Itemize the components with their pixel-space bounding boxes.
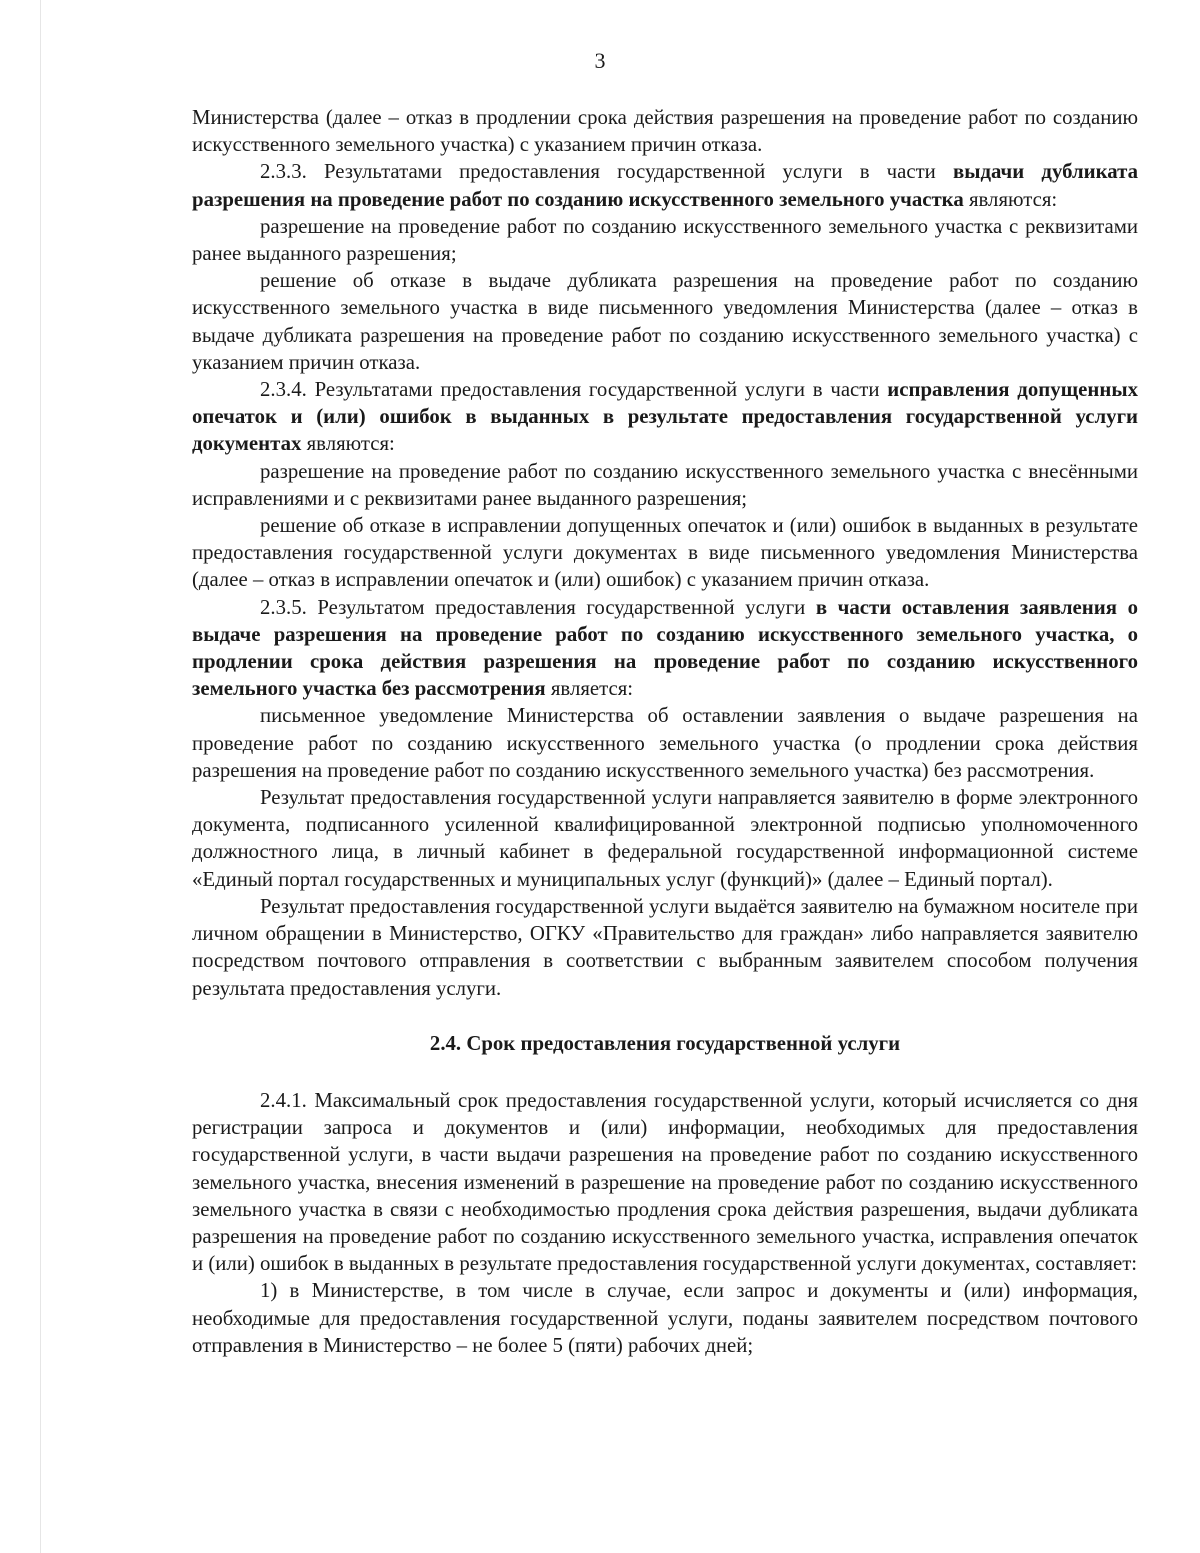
document-body bbox=[192, 104, 1138, 1359]
paragraph-tail: является: bbox=[545, 677, 634, 701]
paragraph: Результат предоставления государственной услуги выдаётся заявителю на бумажном носителе при личном обращении в Министерство, ОГКУ «Правительство для граждан» либо направляется заявителю посредством почтового отправления в соответствии с выбранным заявителем способом получения результата предоставления услуги. bbox=[192, 894, 1138, 1000]
scan-edge-line bbox=[40, 0, 41, 1553]
paragraph: решение об отказе в выдаче дубликата разрешения на проведение работ по созданию искусственного земельного участка в виде письменного уведомления Министерства (далее – отказ в выдаче дубликата разрешения на проведение работ по созданию искусственного земельного участка) с указанием причин отказа. bbox=[192, 269, 1138, 374]
paragraph: разрешение на проведение работ по созданию искусственного земельного участка с внесёнными исправлениями и с реквизитами ранее выданного разрешения; bbox=[192, 459, 1138, 510]
paragraph-2-3-3 bbox=[192, 158, 1138, 212]
paragraph-2-3-5 bbox=[192, 594, 1138, 703]
page-number: 3 bbox=[594, 48, 606, 73]
section-heading: 2.4. Срок предоставления государственной услуги bbox=[429, 1031, 901, 1055]
paragraph-bold: исправления допущенных опечаток и (или) ошибок в выданных в результате предоставления государственной услуги документах bbox=[192, 378, 1139, 456]
paragraph: разрешение на проведение работ по созданию искусственного земельного участка с реквизитами ранее выданного разрешения; bbox=[192, 214, 1138, 266]
paragraph-tail: являются: bbox=[963, 187, 1058, 211]
paragraph-lead: 2.3.5. Результатом предоставления государственной услуги bbox=[260, 595, 816, 619]
paragraph-2-3-4 bbox=[192, 376, 1138, 458]
paragraph-bold: в части оставления заявления о выдаче разрешения на проведение работ по созданию искусственного земельного участка, о продлении срока действия разрешения на проведение работ по созданию искусственного земельного участка без рассмотрения bbox=[192, 595, 1138, 701]
paragraph-lead: 2.3.4. Результатами предоставления государственной услуги в части bbox=[260, 378, 888, 402]
paragraph-tail: являются: bbox=[301, 432, 395, 456]
paragraph-lead: 2.3.3. Результатами предоставления государственной услуги в части bbox=[260, 160, 953, 184]
list-item: 1) в Министерстве, в том числе в случае, если запрос и документы и (или) информация, необходимые для предоставления государственной услуги, поданы заявителем посредством почтового отправления в Министерство – не более 5 (пяти) рабочих дней; bbox=[192, 1279, 1138, 1357]
paragraph: Результат предоставления государственной услуги направляется заявителю в форме электронного документа, подписанного усиленной квалифицированной электронной подписью уполномоченного должностного лица, в личный кабинет в федеральной государственной информационной системе «Единый портал государственных и муниципальных услуг (функций)» (далее – Единый портал). bbox=[192, 786, 1138, 891]
paragraph-bold: выдачи дубликата разрешения на проведение работ по созданию искусственного земельного участка bbox=[192, 160, 1138, 211]
paragraph: Министерства (далее – отказ в продлении срока действия разрешения на проведение работ по созданию искусственного земельного участка) с указанием причин отказа. bbox=[192, 106, 1138, 157]
paragraph: решение об отказе в исправлении допущенных опечаток и (или) ошибок в выданных в результате предоставления государственной услуги документах в виде письменного уведомления Министерства (далее – отказ в исправлении опечаток и (или) ошибок) с указанием причин отказа. bbox=[192, 514, 1138, 592]
paragraph-2-4-1: 2.4.1. Максимальный срок предоставления государственной услуги, который исчисляется со дня регистрации запроса и документов и (или) информации, необходимых для предоставления государственной услуги, в части выдачи разрешения на проведение работ по созданию искусственного земельного участка, внесения изменений в разрешение на проведение работ по созданию искусственного земельного участка в связи с необходимостью продления срока действия разрешения, выдачи дубликата разрешения на проведение работ по созданию искусственного земельного участка, исправления опечаток и (или) ошибок в выданных в результате предоставления государственной услуги документах, составляет: bbox=[192, 1088, 1138, 1276]
paragraph: письменное уведомление Министерства об оставлении заявления о выдаче разрешения на проведение работ по созданию искусственного земельного участка (о продлении срока действия разрешения на проведение работ по созданию искусственного земельного участка) без рассмотрения. bbox=[192, 704, 1138, 782]
